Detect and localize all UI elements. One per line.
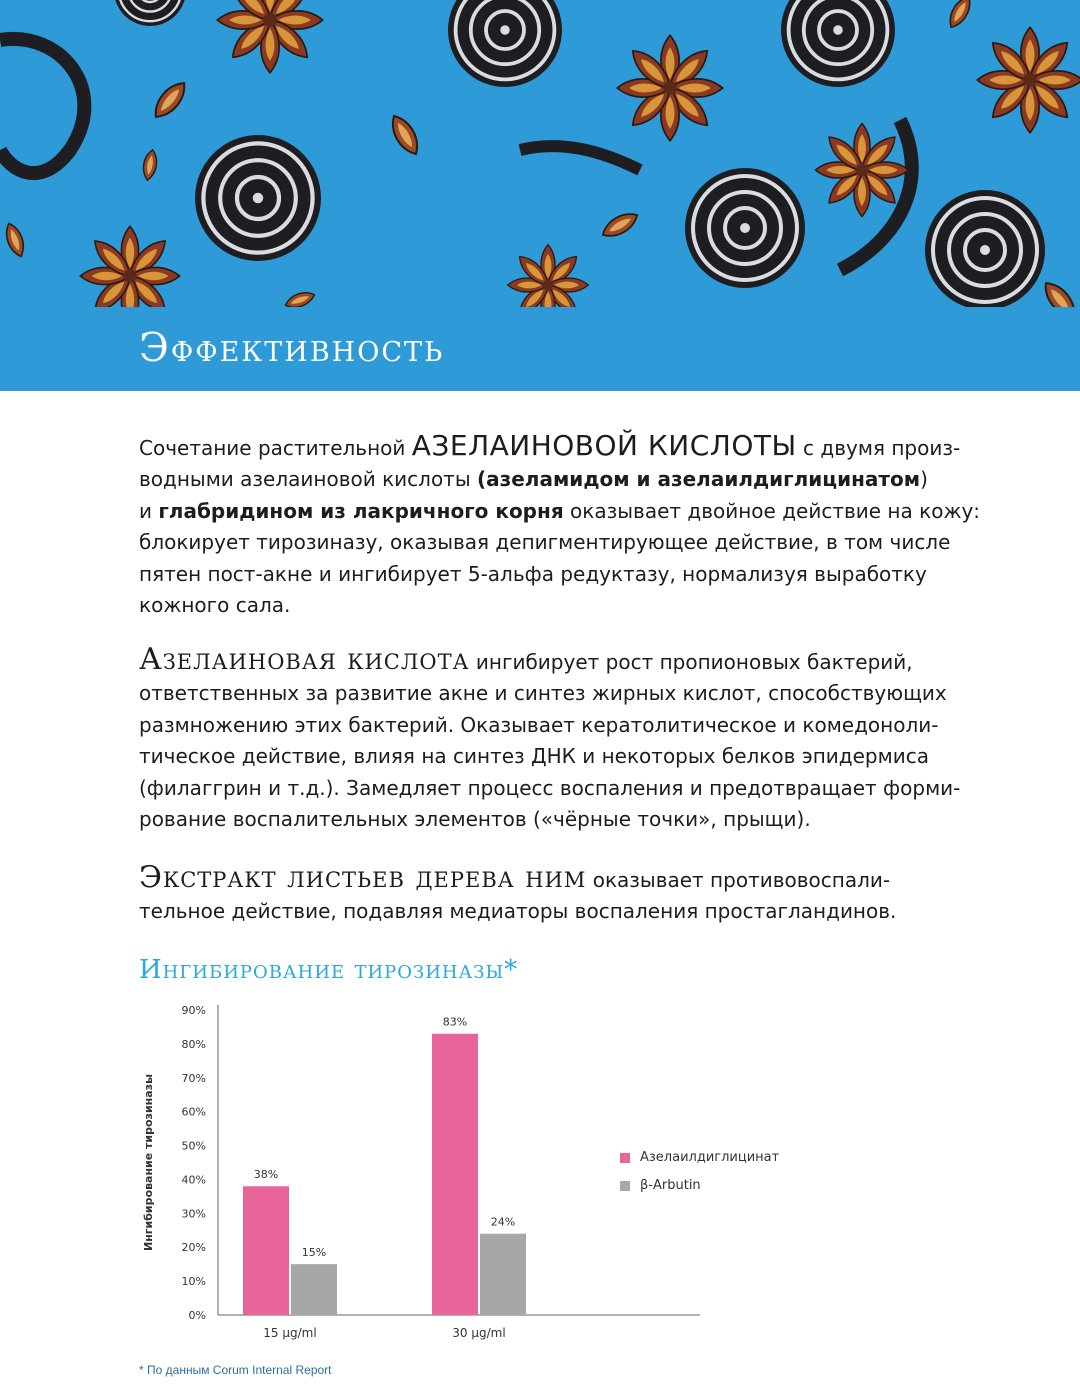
legend-item: [620, 1150, 779, 1165]
y-tick-label: 20%: [181, 1241, 206, 1255]
text-line: размножению этих бактерий. Оказывает кератолитическое и комедоноли-: [139, 712, 939, 737]
bar: [432, 1034, 478, 1315]
text-span: с двумя произ-: [796, 436, 961, 460]
text-span: ингибирует рост пропионовых бактерий,: [469, 650, 913, 674]
title-band: [0, 307, 1080, 391]
bold-span: глабридином из лакричного корня: [158, 498, 564, 523]
paragraph-azelaic-combination: [139, 430, 979, 621]
y-tick-label: 60%: [181, 1105, 206, 1119]
highlight-caps: АЗЕЛАИНОВОЙ КИСЛОТЫ: [411, 429, 797, 462]
y-tick-label: 50%: [181, 1139, 206, 1153]
text-line: тическое действие, влияя на синтез ДНК и некоторых белков эпидермиса: [139, 744, 929, 769]
text-span: оказывает противовоспали-: [586, 868, 891, 892]
bar-value-label: 83%: [442, 1015, 468, 1029]
legend-item: [620, 1178, 701, 1193]
bar-value-label: 24%: [490, 1215, 516, 1229]
bar: [291, 1264, 337, 1315]
chart-title: Ингибирование тирозиназы*: [139, 955, 519, 985]
text-line: рование воспалительных элементов («чёрные точки», прыщи).: [139, 807, 811, 832]
paragraph-neem-extract: [139, 862, 979, 928]
text-span: и: [139, 498, 159, 523]
heading-caps: Азелаиновая кислота: [139, 642, 470, 677]
y-tick-label: 30%: [181, 1207, 206, 1221]
legend-swatch: [620, 1181, 630, 1191]
text-line: [139, 464, 979, 495]
x-tick-label: 30 µg/ml: [452, 1326, 506, 1340]
text-span: Сочетание растительной: [139, 436, 412, 460]
text-span: оказывает двойное действие на кожу:: [563, 498, 981, 523]
bar: [243, 1186, 289, 1315]
bar-value-label: 15%: [301, 1246, 327, 1260]
heading-caps: Экстракт листьев дерева ним: [139, 860, 587, 895]
text-span: водными азелаиновой кислоты: [139, 467, 477, 492]
page-title: Эффективность: [139, 326, 445, 371]
y-tick-label: 90%: [181, 1004, 206, 1017]
text-line: [139, 430, 979, 464]
footnote: * По данным Corum Internal Report: [139, 1363, 332, 1377]
legend-label: Азелаилдиглицинат: [640, 1150, 780, 1165]
y-tick-label: 40%: [181, 1173, 206, 1187]
text-line: (филаггрин и т.д.). Замедляет процесс воспаления и предотвращает форми-: [139, 775, 961, 800]
text-line: кожного сала.: [139, 593, 291, 618]
header-illustration: [0, 0, 1080, 307]
bar-value-label: 38%: [253, 1168, 279, 1182]
y-tick-label: 10%: [181, 1275, 206, 1289]
paragraph-azelaic-acid: [139, 644, 979, 835]
legend-swatch: [620, 1153, 630, 1163]
y-axis-label: Ингибирование тирозиназы: [142, 1073, 155, 1252]
bar: [480, 1234, 526, 1315]
text-line: [139, 862, 979, 896]
text-line: тельное действие, подавляя медиаторы воспаления простагландинов.: [139, 899, 897, 924]
y-tick-label: 80%: [181, 1037, 206, 1051]
y-tick-label: 70%: [181, 1071, 206, 1085]
licorice-anise-pattern: [0, 0, 1080, 307]
x-tick-label: 15 µg/ml: [263, 1326, 317, 1340]
legend-label: β-Arbutin: [640, 1178, 701, 1193]
text-line: ответственных за развитие акне и синтез жирных кислот, способствующих: [139, 681, 947, 706]
text-span: ): [920, 467, 928, 492]
text-line: [139, 644, 979, 678]
y-tick-label: 0%: [188, 1309, 206, 1322]
text-line: [139, 496, 979, 527]
text-line: пятен пост-акне и ингибирует 5-альфа редуктазу, нормализуя выработку: [139, 561, 927, 586]
bold-span: (азеламидом и азелаилдиглицинатом: [476, 467, 921, 492]
tyrosinase-inhibition-chart: [120, 995, 860, 1355]
text-line: блокирует тирозиназу, оказывая депигментирующее действие, в том числе: [139, 530, 951, 555]
